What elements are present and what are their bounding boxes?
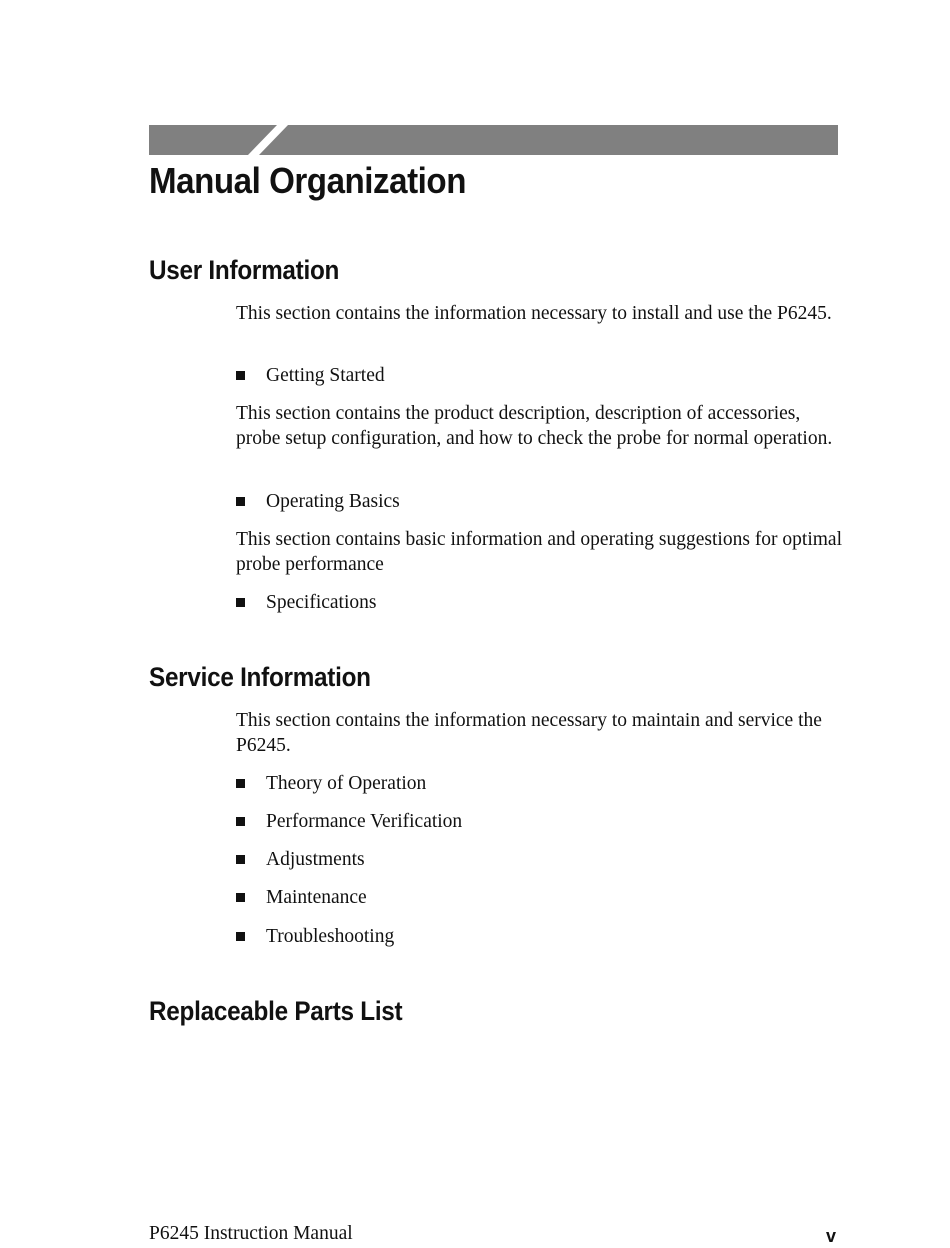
user-information-heading: User Information — [149, 255, 340, 285]
bullet-square-icon — [236, 598, 245, 607]
getting-started-description: This section contains the product description, description of accessories, probe setup configuration, and how to check the probe for normal operation. — [236, 403, 833, 449]
list-item — [236, 363, 385, 388]
replaceable-parts-heading: Replaceable Parts List — [149, 996, 403, 1026]
list-item-label: Operating Basics — [266, 491, 400, 512]
user-information-intro: This section contains the information necessary to install and use the P6245. — [236, 303, 832, 324]
operating-basics-description: This section contains basic information and operating suggestions for optimal probe performance — [236, 529, 843, 575]
list-item — [236, 885, 367, 910]
list-item — [236, 924, 394, 949]
list-item-label: Troubleshooting — [266, 926, 395, 947]
bullet-square-icon — [236, 855, 245, 864]
page-title: Manual Organization — [149, 160, 466, 201]
list-item-label: Adjustments — [266, 849, 365, 870]
list-item-label: Theory of Operation — [266, 773, 427, 794]
bullet-square-icon — [236, 932, 245, 941]
service-information-heading: Service Information — [149, 662, 371, 692]
list-item-label: Performance Verification — [266, 811, 463, 832]
list-item — [236, 590, 376, 615]
bullet-square-icon — [236, 779, 245, 788]
bullet-square-icon — [236, 497, 245, 506]
title-banner — [149, 125, 838, 155]
service-information-intro: This section contains the information necessary to maintain and service the P6245. — [236, 710, 822, 756]
bullet-square-icon — [236, 817, 245, 826]
list-item-label: Maintenance — [266, 887, 367, 908]
list-item-label: Getting Started — [266, 365, 385, 386]
bullet-square-icon — [236, 371, 245, 380]
footer-manual-title: P6245 Instruction Manual — [149, 1223, 353, 1244]
list-item — [236, 809, 462, 834]
list-item-label: Specifications — [266, 592, 377, 613]
bullet-square-icon — [236, 893, 245, 902]
list-item — [236, 771, 426, 796]
list-item — [236, 847, 365, 872]
page-number: v — [826, 1226, 837, 1246]
list-item — [236, 489, 400, 514]
